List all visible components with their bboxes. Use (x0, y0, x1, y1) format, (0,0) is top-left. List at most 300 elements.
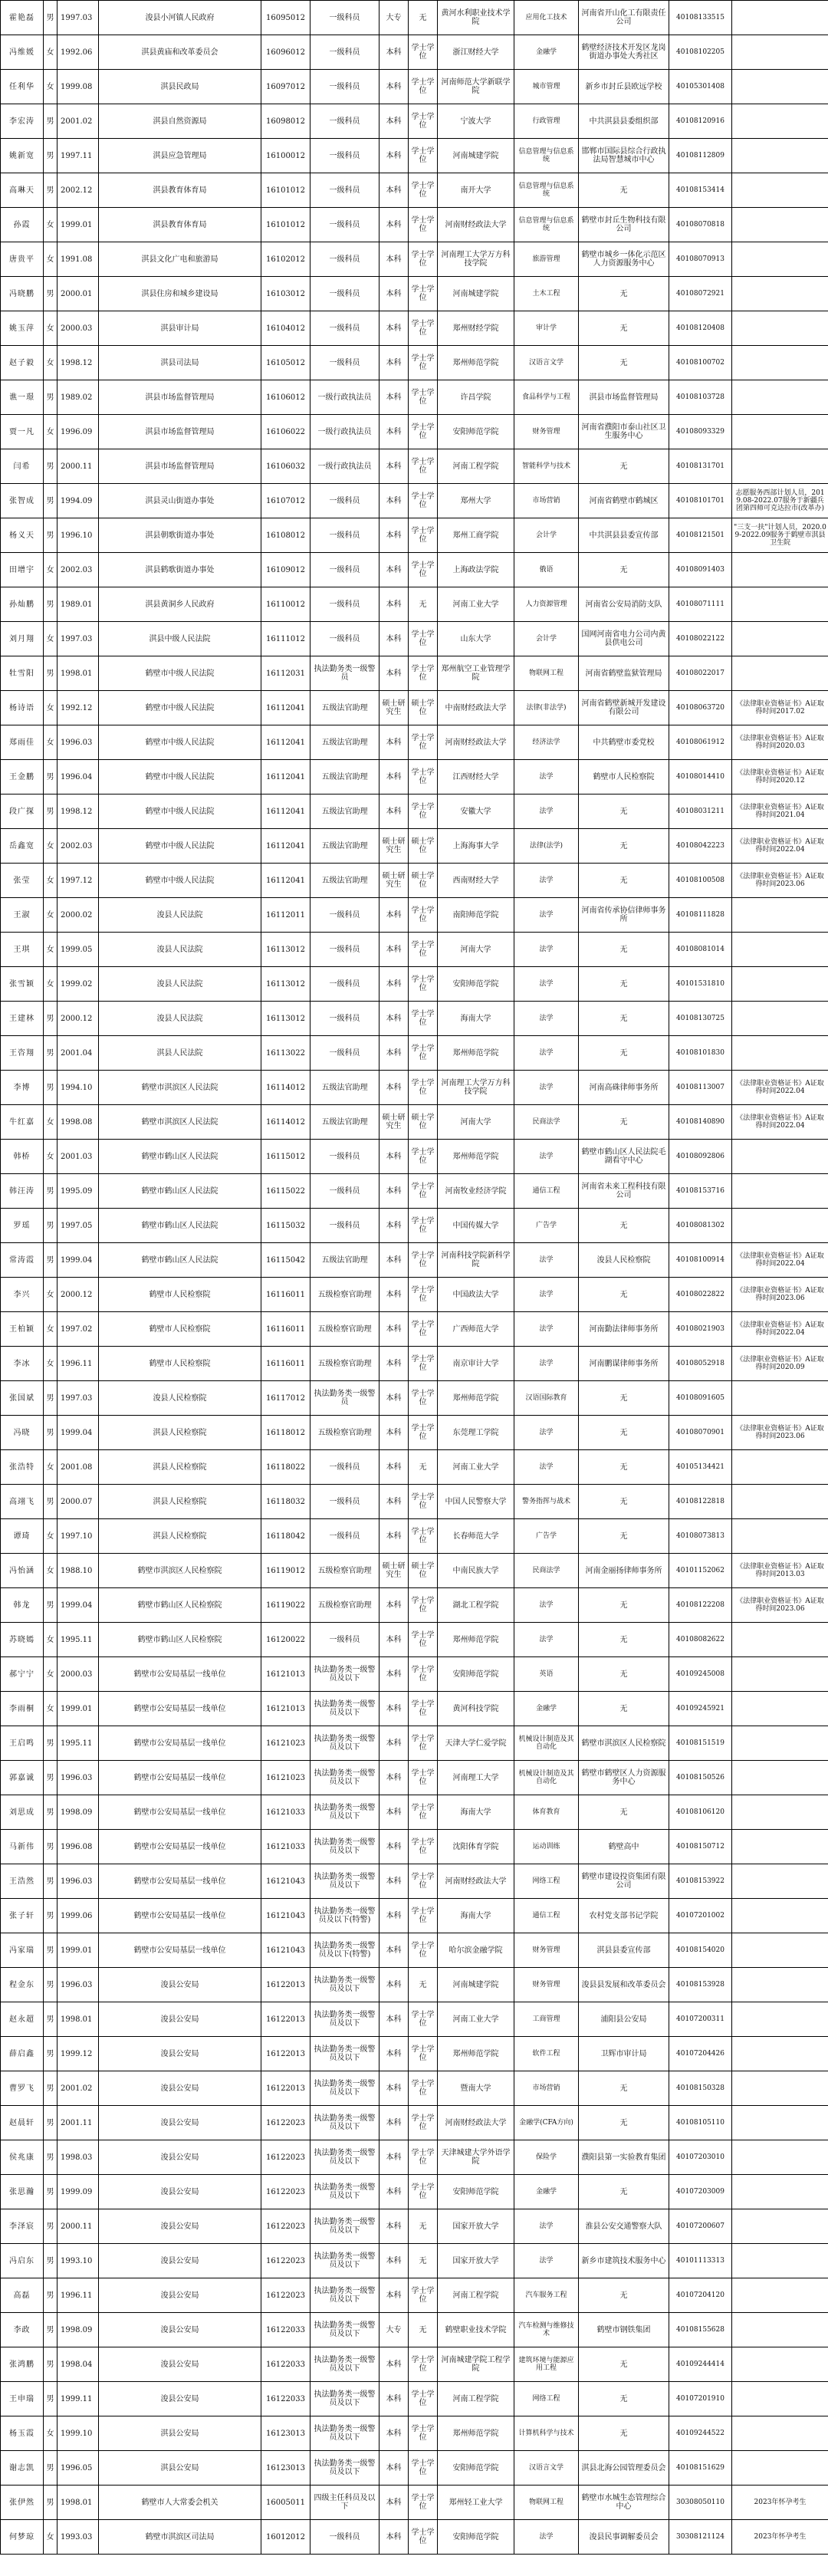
cell-name: 唐贵平 (1, 242, 44, 277)
cell-major: 法学 (514, 1623, 579, 1657)
cell-education: 本科 (380, 1450, 409, 1485)
cell-birth: 2002.12 (58, 173, 99, 208)
cell-degree: 学士学位 (409, 311, 438, 346)
cell-gender: 男 (44, 656, 58, 691)
cell-exam_number: 40108093329 (669, 415, 732, 449)
cell-education: 本科 (380, 1209, 409, 1243)
cell-work_unit: 无 (579, 2106, 669, 2140)
cell-position: 一级科员 (310, 1002, 380, 1036)
cell-major: 俄语 (514, 553, 579, 587)
cell-remarks (732, 139, 828, 173)
cell-education: 本科 (380, 346, 409, 380)
cell-major: 人力资源管理 (514, 587, 579, 622)
cell-remarks (732, 2382, 828, 2416)
cell-school: 郑州师范学院 (438, 1036, 514, 1071)
cell-remarks: 《法律职业资格证书》A证取得时间2021.04 (732, 795, 828, 829)
cell-exam_number: 40108081014 (669, 933, 732, 967)
cell-major: 通信工程 (514, 1174, 579, 1209)
cell-gender: 女 (44, 346, 58, 380)
cell-education: 本科 (380, 1657, 409, 1692)
cell-gender: 男 (44, 1864, 58, 1899)
cell-name: 李冰 (1, 1347, 44, 1381)
cell-major: 体育教育 (514, 1795, 579, 1830)
cell-employer: 淇县中级人民法院 (99, 622, 261, 656)
cell-school: 河南理工大学万方科技学院 (438, 242, 514, 277)
cell-remarks (732, 2313, 828, 2347)
cell-employer: 鹤壁市人民检察院 (99, 1278, 261, 1312)
cell-employer: 鹤壁市中级人民法院 (99, 725, 261, 760)
cell-name: 谯一璟 (1, 380, 44, 415)
cell-work_unit: 无 (579, 967, 669, 1002)
cell-degree: 硕士学位 (409, 864, 438, 898)
cell-major: 汽车检测与维修技术 (514, 2313, 579, 2347)
cell-position: 一级科员 (310, 967, 380, 1002)
cell-major: 经济法学 (514, 725, 579, 760)
cell-school: 浙江财经大学 (438, 35, 514, 70)
table-row (1, 553, 828, 587)
cell-remarks (732, 2278, 828, 2313)
cell-exam_number: 30308050110 (669, 2486, 732, 2520)
cell-gender: 女 (44, 242, 58, 277)
cell-education: 本科 (380, 1588, 409, 1623)
cell-employer: 淇县文化广电和旅游局 (99, 242, 261, 277)
cell-name: 高琳天 (1, 173, 44, 208)
cell-education: 本科 (380, 2140, 409, 2175)
cell-gender: 男 (44, 139, 58, 173)
cell-degree: 学士学位 (409, 2451, 438, 2486)
cell-remarks (732, 346, 828, 380)
cell-major: 法学 (514, 760, 579, 795)
cell-remarks: 《法律职业资格证书》A证取得时间2022.04 (732, 829, 828, 864)
cell-position_code: 16122013 (261, 1968, 310, 2002)
cell-remarks (732, 1899, 828, 1933)
cell-birth: 1989.01 (58, 587, 99, 622)
cell-education: 本科 (380, 173, 409, 208)
cell-degree: 学士学位 (409, 2486, 438, 2520)
cell-birth: 1997.03 (58, 1, 99, 35)
cell-major: 法学 (514, 795, 579, 829)
cell-degree: 学士学位 (409, 2278, 438, 2313)
cell-employer: 鹤壁市公安局基层一线单位 (99, 1899, 261, 1933)
cell-employer: 浚县公安局 (99, 2382, 261, 2416)
cell-gender: 女 (44, 622, 58, 656)
cell-major: 金融学(CFA方向) (514, 2106, 579, 2140)
cell-major: 财务管理 (514, 1968, 579, 2002)
cell-name: 岳鑫宽 (1, 829, 44, 864)
cell-work_unit: 无 (579, 1278, 669, 1312)
cell-degree: 学士学位 (409, 1588, 438, 1623)
cell-position_code: 16107012 (261, 484, 310, 518)
cell-school: 郑州师范学院 (438, 1140, 514, 1174)
cell-position_code: 16121043 (261, 1864, 310, 1899)
cell-position_code: 16116011 (261, 1278, 310, 1312)
cell-position_code: 16122033 (261, 2347, 310, 2382)
cell-position: 一级科员 (310, 933, 380, 967)
cell-birth: 1993.10 (58, 2244, 99, 2278)
cell-school: 河南理工大学万方科技学院 (438, 1071, 514, 1105)
cell-employer: 淇县教育体育局 (99, 173, 261, 208)
cell-remarks (732, 277, 828, 311)
cell-degree: 硕士学位 (409, 1105, 438, 1140)
cell-major: 法学 (514, 1036, 579, 1071)
cell-exam_number: 40101531810 (669, 967, 732, 1002)
cell-exam_number: 40105134421 (669, 1450, 732, 1485)
cell-position_code: 16100012 (261, 139, 310, 173)
cell-remarks (732, 2140, 828, 2175)
cell-school: 南阳师范学院 (438, 898, 514, 933)
cell-gender: 男 (44, 1381, 58, 1416)
cell-school: 郑州师范学院 (438, 2037, 514, 2071)
cell-employer: 鹤壁市淇滨区人民检察院 (99, 1554, 261, 1588)
cell-gender: 男 (44, 795, 58, 829)
cell-major: 法学 (514, 1588, 579, 1623)
cell-birth: 1997.05 (58, 1209, 99, 1243)
cell-position_code: 16112041 (261, 760, 310, 795)
cell-birth: 1995.11 (58, 1726, 99, 1761)
cell-remarks (732, 380, 828, 415)
cell-school: 郑州师范学院 (438, 1623, 514, 1657)
cell-degree: 学士学位 (409, 1278, 438, 1312)
cell-degree: 学士学位 (409, 2037, 438, 2071)
cell-remarks (732, 933, 828, 967)
cell-position_code: 16122023 (261, 2209, 310, 2244)
cell-birth: 1999.04 (58, 1416, 99, 1450)
cell-name: 田增宇 (1, 553, 44, 587)
cell-employer: 淇县黄洞乡人民政府 (99, 587, 261, 622)
cell-employer: 鹤壁市公安局基层一线单位 (99, 1795, 261, 1830)
cell-gender: 女 (44, 415, 58, 449)
cell-position: 执法勤务类一级警员及以下 (310, 1692, 380, 1726)
cell-position: 执法勤务类一级警员及以下 (310, 2071, 380, 2106)
cell-position_code: 16121023 (261, 1726, 310, 1761)
cell-degree: 学士学位 (409, 380, 438, 415)
cell-employer: 鹤壁市淇滨区人民法院 (99, 1071, 261, 1105)
cell-education: 本科 (380, 277, 409, 311)
cell-education: 硕士研究生 (380, 691, 409, 725)
cell-position: 一级科员 (310, 2520, 380, 2555)
cell-remarks (732, 2451, 828, 2486)
cell-exam_number: 40108021903 (669, 1312, 732, 1347)
cell-employer: 淇县应急管理局 (99, 139, 261, 173)
cell-name: 王申瑞 (1, 2382, 44, 2416)
cell-degree: 学士学位 (409, 2140, 438, 2175)
cell-major: 法学 (514, 1071, 579, 1105)
cell-gender: 女 (44, 1312, 58, 1347)
cell-major: 法学 (514, 1002, 579, 1036)
cell-major: 财务管理 (514, 1933, 579, 1968)
cell-name: 杨玉霞 (1, 2416, 44, 2451)
cell-name: 孙霞 (1, 208, 44, 242)
cell-remarks (732, 967, 828, 1002)
cell-employer: 淇县民政局 (99, 70, 261, 104)
cell-birth: 1993.03 (58, 2520, 99, 2555)
cell-position: 执法勤务类一级警员及以下 (310, 2347, 380, 2382)
cell-work_unit: 无 (579, 1692, 669, 1726)
cell-birth: 2002.03 (58, 553, 99, 587)
table-row (1, 1864, 828, 1899)
cell-exam_number: 40108112809 (669, 139, 732, 173)
cell-remarks: 《法律职业资格证书》A证取得时间2020.03 (732, 725, 828, 760)
cell-degree: 学士学位 (409, 484, 438, 518)
cell-remarks (732, 1381, 828, 1416)
cell-exam_number: 40107203010 (669, 2140, 732, 2175)
cell-employer: 淇县黄庙和改革委员会 (99, 35, 261, 70)
cell-school: 宁波大学 (438, 104, 514, 139)
cell-birth: 1988.10 (58, 1554, 99, 1588)
cell-position_code: 16122033 (261, 2313, 310, 2347)
cell-name: 姚玉萍 (1, 311, 44, 346)
cell-gender: 女 (44, 829, 58, 864)
cell-position_code: 16111012 (261, 622, 310, 656)
cell-school: 河南师范大学新联学院 (438, 70, 514, 104)
cell-position_code: 16114012 (261, 1071, 310, 1105)
cell-position_code: 16122013 (261, 2071, 310, 2106)
cell-school: 江西财经大学 (438, 760, 514, 795)
cell-name: 张浩特 (1, 1450, 44, 1485)
cell-exam_number: 40108121501 (669, 518, 732, 553)
cell-work_unit: 淇县市场监督管理局 (579, 380, 669, 415)
cell-remarks (732, 415, 828, 449)
cell-education: 本科 (380, 380, 409, 415)
cell-birth: 1998.12 (58, 795, 99, 829)
cell-remarks (732, 35, 828, 70)
table-row (1, 2106, 828, 2140)
cell-work_unit: 无 (579, 1105, 669, 1140)
cell-school: 河南工程学院 (438, 2382, 514, 2416)
cell-gender: 女 (44, 208, 58, 242)
cell-education: 本科 (380, 1485, 409, 1519)
cell-school: 河南科技学院新科学院 (438, 1243, 514, 1278)
cell-major: 法学 (514, 2209, 579, 2244)
cell-name: 王金鹏 (1, 760, 44, 795)
cell-exam_number: 40108061912 (669, 725, 732, 760)
table-row (1, 1071, 828, 1105)
cell-position: 执法勤务类一级警员及以下(特警) (310, 1933, 380, 1968)
cell-gender: 男 (44, 2244, 58, 2278)
cell-work_unit: 无 (579, 864, 669, 898)
table-row (1, 829, 828, 864)
cell-education: 本科 (380, 2382, 409, 2416)
cell-gender: 男 (44, 1209, 58, 1243)
table-row (1, 277, 828, 311)
cell-school: 郑州航空工业管理学院 (438, 656, 514, 691)
cell-position_code: 16121033 (261, 1795, 310, 1830)
cell-school: 河南工程学院 (438, 449, 514, 484)
table-row (1, 1278, 828, 1312)
cell-degree: 学士学位 (409, 1933, 438, 1968)
cell-employer: 淇县灵山街道办事处 (99, 484, 261, 518)
cell-employer: 鹤壁市人民检察院 (99, 1347, 261, 1381)
cell-gender: 男 (44, 2175, 58, 2209)
cell-exam_number: 40107204120 (669, 2278, 732, 2313)
cell-position: 执法勤务类一级警员及以下 (310, 2313, 380, 2347)
cell-gender: 女 (44, 1140, 58, 1174)
cell-exam_number: 40108150712 (669, 1830, 732, 1864)
cell-gender: 男 (44, 1243, 58, 1278)
cell-name: 王琪 (1, 933, 44, 967)
cell-major: 法学 (514, 1347, 579, 1381)
cell-major: 法律(非法学) (514, 691, 579, 725)
cell-name: 冯启东 (1, 2244, 44, 2278)
cell-degree: 学士学位 (409, 277, 438, 311)
cell-name: 牡雪阳 (1, 656, 44, 691)
cell-major: 计算机科学与技术 (514, 2416, 579, 2451)
cell-position: 一级科员 (310, 1036, 380, 1071)
cell-birth: 1996.10 (58, 518, 99, 553)
cell-position: 一级科员 (310, 587, 380, 622)
cell-position_code: 16108012 (261, 518, 310, 553)
cell-degree: 学士学位 (409, 1830, 438, 1864)
cell-gender: 男 (44, 2451, 58, 2486)
cell-position_code: 16112041 (261, 691, 310, 725)
cell-work_unit: 无 (579, 2175, 669, 2209)
cell-degree: 学士学位 (409, 346, 438, 380)
cell-major: 会计学 (514, 518, 579, 553)
cell-school: 安阳师范学院 (438, 1657, 514, 1692)
table-row (1, 1381, 828, 1416)
cell-school: 湖北工程学院 (438, 1588, 514, 1623)
cell-position: 一级科员 (310, 208, 380, 242)
cell-remarks (732, 1968, 828, 2002)
cell-education: 本科 (380, 518, 409, 553)
cell-birth: 1997.10 (58, 1519, 99, 1554)
cell-work_unit: 无 (579, 1623, 669, 1657)
cell-school: 安徽大学 (438, 795, 514, 829)
cell-major: 机械设计制造及其自动化 (514, 1761, 579, 1795)
cell-name: 冯怡涵 (1, 1554, 44, 1588)
cell-name: 程金东 (1, 1968, 44, 2002)
cell-work_unit: 新乡市建筑技术服务中心 (579, 2244, 669, 2278)
cell-employer: 鹤壁市鹤山区人民法院 (99, 1140, 261, 1174)
cell-major: 法学 (514, 1278, 579, 1312)
cell-position: 一级科员 (310, 173, 380, 208)
cell-name: 刘月翔 (1, 622, 44, 656)
cell-employer: 鹤壁市鹤山区人民法院 (99, 1174, 261, 1209)
cell-degree: 学士学位 (409, 2382, 438, 2416)
cell-education: 本科 (380, 449, 409, 484)
cell-exam_number: 40107200607 (669, 2209, 732, 2244)
cell-birth: 1999.10 (58, 2416, 99, 2451)
cell-degree: 学士学位 (409, 208, 438, 242)
table-row (1, 933, 828, 967)
cell-position_code: 16112041 (261, 829, 310, 864)
cell-exam_number: 40108151519 (669, 1726, 732, 1761)
cell-major: 法学 (514, 1140, 579, 1174)
cell-work_unit: 鹤壁市淇滨区人民检察院 (579, 1726, 669, 1761)
cell-birth: 1999.04 (58, 1588, 99, 1623)
table-row (1, 2071, 828, 2106)
cell-employer: 淇县司法局 (99, 346, 261, 380)
cell-degree: 学士学位 (409, 2416, 438, 2451)
cell-school: 安阳师范学院 (438, 967, 514, 1002)
cell-degree: 无 (409, 1968, 438, 2002)
cell-birth: 1995.09 (58, 1174, 99, 1209)
cell-employer: 浚县公安局 (99, 2037, 261, 2071)
cell-work_unit: 鹤壁经济技术开发区龙岗街道办事处大秀社区 (579, 35, 669, 70)
cell-major: 土木工程 (514, 277, 579, 311)
cell-gender: 女 (44, 70, 58, 104)
table-row (1, 1830, 828, 1864)
cell-position_code: 16104012 (261, 311, 310, 346)
cell-remarks (732, 242, 828, 277)
cell-employer: 淇县公安局 (99, 2416, 261, 2451)
cell-education: 本科 (380, 933, 409, 967)
cell-name: 郝宁宁 (1, 1657, 44, 1692)
cell-position: 执法勤务类一级警员及以下 (310, 2416, 380, 2451)
cell-education: 本科 (380, 2244, 409, 2278)
cell-birth: 1995.11 (58, 1623, 99, 1657)
table-row (1, 1, 828, 35)
cell-birth: 1996.09 (58, 415, 99, 449)
cell-degree: 学士学位 (409, 1002, 438, 1036)
cell-name: 侯兆康 (1, 2140, 44, 2175)
cell-gender: 男 (44, 2071, 58, 2106)
cell-degree: 学士学位 (409, 1140, 438, 1174)
cell-exam_number: 40108091403 (669, 553, 732, 587)
cell-remarks (732, 1140, 828, 1174)
cell-position: 执法勤务类一级警员及以下 (310, 1864, 380, 1899)
cell-gender: 男 (44, 587, 58, 622)
cell-degree: 学士学位 (409, 1347, 438, 1381)
cell-major: 旅游管理 (514, 242, 579, 277)
cell-education: 本科 (380, 104, 409, 139)
cell-birth: 1996.03 (58, 1864, 99, 1899)
cell-exam_number: 40108153928 (669, 1968, 732, 2002)
cell-work_unit: 河南高硃律师事务所 (579, 1071, 669, 1105)
cell-position_code: 16118022 (261, 1450, 310, 1485)
cell-school: 国家开放大学 (438, 2244, 514, 2278)
cell-education: 本科 (380, 2175, 409, 2209)
cell-work_unit: 无 (579, 1657, 669, 1692)
cell-position_code: 16121043 (261, 1933, 310, 1968)
cell-exam_number: 40108101830 (669, 1036, 732, 1071)
cell-employer: 鹤壁市公安局基层一线单位 (99, 1726, 261, 1761)
cell-major: 广告学 (514, 1519, 579, 1554)
cell-name: 韩龙 (1, 1588, 44, 1623)
cell-position_code: 16122023 (261, 2106, 310, 2140)
cell-position: 一级行政执法员 (310, 380, 380, 415)
table-row (1, 415, 828, 449)
cell-position_code: 16110012 (261, 587, 310, 622)
cell-degree: 学士学位 (409, 795, 438, 829)
cell-position_code: 16118032 (261, 1485, 310, 1519)
cell-position_code: 16106032 (261, 449, 310, 484)
cell-degree: 学士学位 (409, 1243, 438, 1278)
table-row (1, 2520, 828, 2555)
cell-education: 本科 (380, 1968, 409, 2002)
cell-gender: 女 (44, 1623, 58, 1657)
cell-position: 一级科员 (310, 1140, 380, 1174)
cell-degree: 学士学位 (409, 1795, 438, 1830)
cell-degree: 学士学位 (409, 1036, 438, 1071)
cell-education: 本科 (380, 1381, 409, 1416)
cell-gender: 女 (44, 967, 58, 1002)
table-row (1, 1623, 828, 1657)
cell-birth: 1998.03 (58, 2140, 99, 2175)
cell-name: 王柏颖 (1, 1312, 44, 1347)
cell-name: 韩汪涛 (1, 1174, 44, 1209)
cell-gender: 男 (44, 2382, 58, 2416)
cell-employer: 鹤壁市公安局基层一线单位 (99, 1830, 261, 1864)
cell-name: 李宏涛 (1, 104, 44, 139)
cell-major: 市场营销 (514, 2071, 579, 2106)
cell-birth: 2000.11 (58, 449, 99, 484)
cell-employer: 淇县人民法院 (99, 1036, 261, 1071)
cell-exam_number: 40108102205 (669, 35, 732, 70)
cell-position: 执法勤务类一级警员及以下 (310, 2209, 380, 2244)
cell-position_code: 16121043 (261, 1899, 310, 1933)
cell-major: 审计学 (514, 311, 579, 346)
